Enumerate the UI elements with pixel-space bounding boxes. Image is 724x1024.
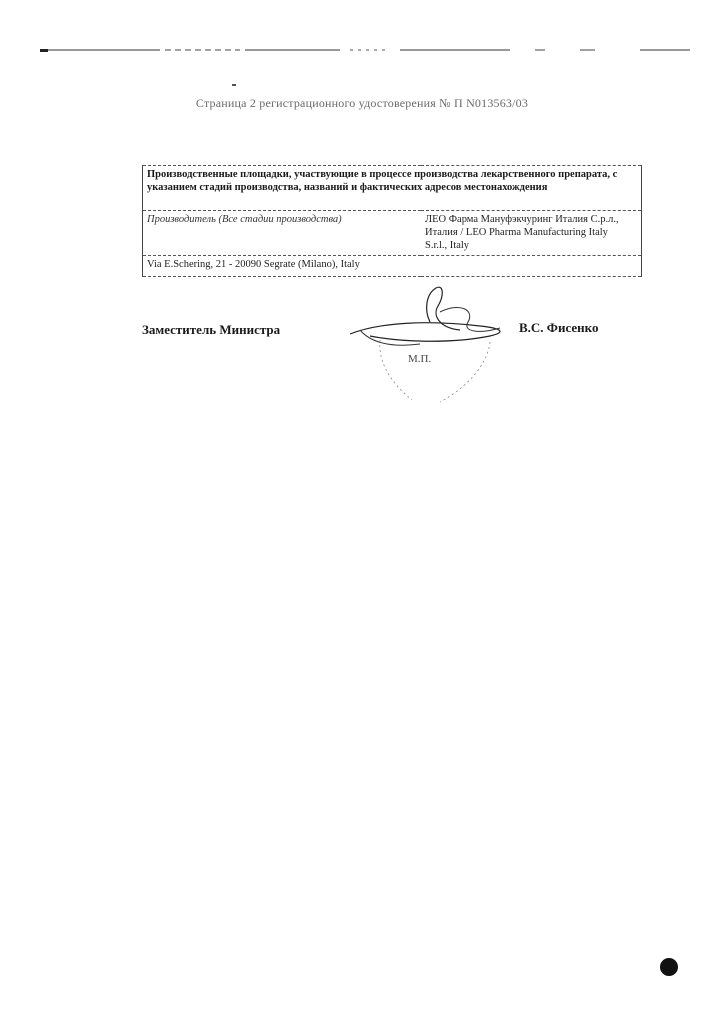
signatory-title: Заместитель Министра: [142, 322, 281, 337]
manufacturer-line: S.r.l., Italy: [425, 240, 470, 251]
manufacturer-line: ЛЕО Фарма Мануфэкчуринг Италия С.р.л.,: [425, 214, 619, 225]
page-dot-marker: [660, 958, 678, 976]
table-header: Производственные площадки, участвующие в процессе производства лекарственного препарата, с указанием стадий производства, названий и фактических адресов местонахождения: [143, 166, 642, 211]
manufacturer-line: Италия / LEO Pharma Manufacturing Italy: [425, 227, 608, 238]
seal-label: М.П.: [408, 353, 432, 365]
top-scan-rule: [40, 48, 690, 50]
signatory-name: В.С. Фисенко: [519, 320, 599, 335]
page-header: Страница 2 регистрационного удостоверения № П N013563/03: [195, 96, 529, 110]
manufacturer-role: Производитель (Все стадии производства): [143, 211, 422, 256]
manufacturer-name: [421, 211, 642, 256]
production-sites-table: [142, 165, 642, 277]
manufacturer-address: Via E.Schering, 21 - 20090 Segrate (Milano), Italy: [143, 256, 642, 277]
scan-speck: [232, 84, 236, 86]
signature-image: [340, 282, 520, 417]
